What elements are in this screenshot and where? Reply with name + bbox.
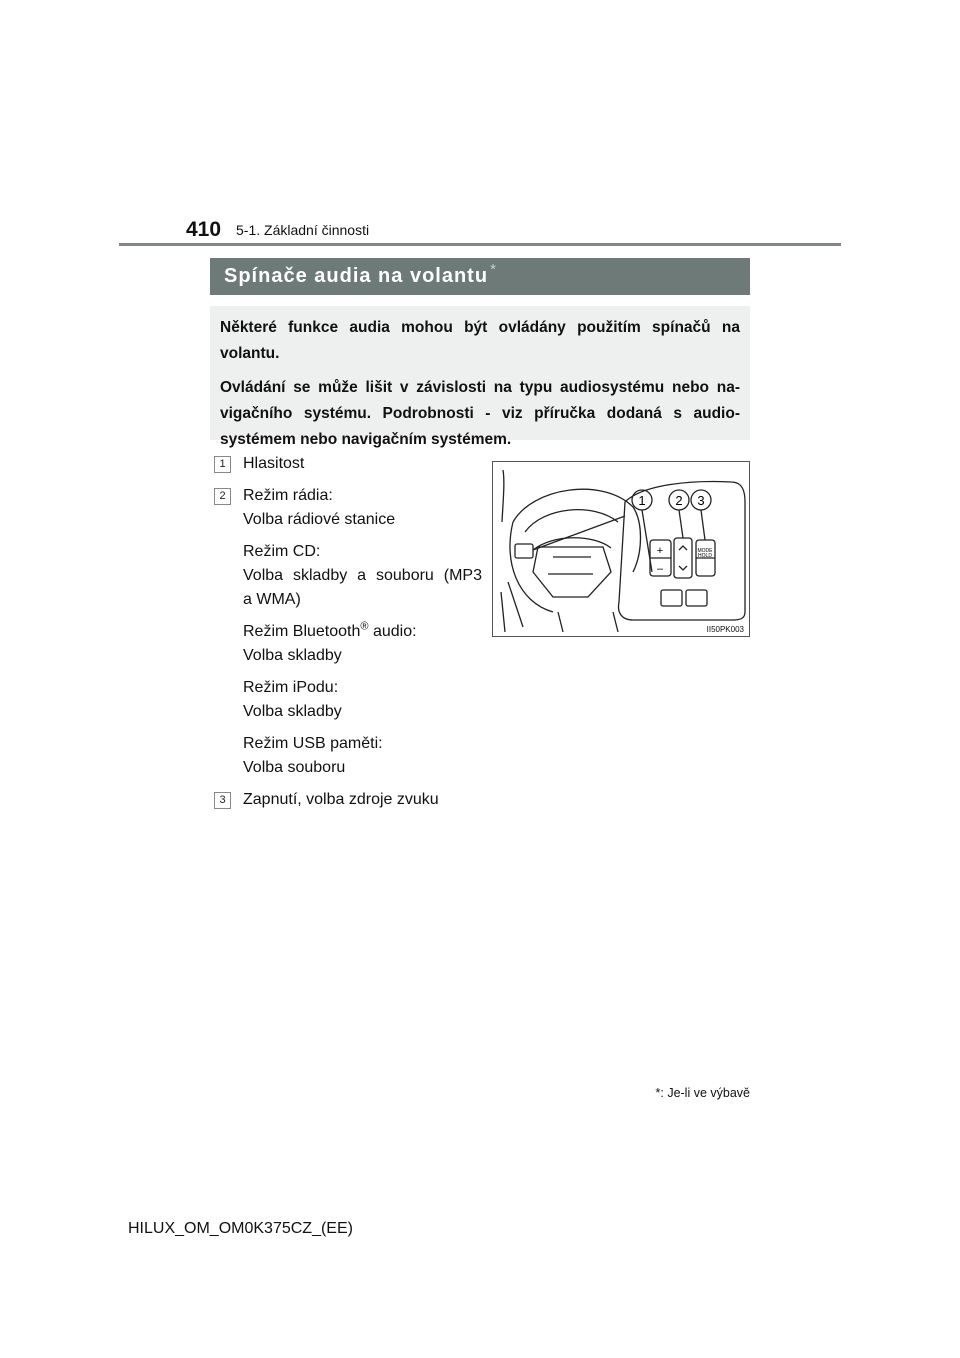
lower-switch-left — [661, 590, 682, 606]
mode-label: MODE — [697, 548, 713, 554]
section-title-bar — [210, 258, 750, 295]
cd-action-cont: a WMA) — [243, 591, 301, 608]
footnote-asterisk: * — [655, 1085, 661, 1100]
bluetooth-mode-suffix: audio: — [368, 623, 417, 640]
column-lines — [501, 582, 618, 632]
footnote — [655, 1085, 750, 1100]
list-item — [214, 788, 482, 812]
ipod-mode: Režim iPodu: — [243, 679, 339, 696]
item-number-3: 3 — [214, 792, 231, 809]
list-item — [214, 452, 482, 476]
section-asterisk: * — [490, 261, 496, 278]
usb-action: Volba souboru — [243, 759, 346, 776]
radio-mode: Režim rádia: — [243, 487, 333, 504]
document-code: HILUX_OM_OM0K375CZ_(EE) — [128, 1220, 353, 1237]
dashboard-line — [502, 470, 504, 522]
list-item — [214, 484, 482, 780]
steering-wheel-inner — [525, 510, 618, 550]
callout-leader-3 — [701, 510, 705, 540]
steering-wheel-rim — [510, 489, 641, 612]
section-title: Spínače audia na volantu — [224, 265, 489, 287]
usb-mode: Režim USB paměti: — [243, 735, 383, 752]
figure-code: II50PK003 — [706, 625, 744, 634]
item-label: Hlasitost — [243, 455, 305, 472]
bluetooth-mode-label: Režim Bluetooth — [243, 623, 361, 640]
lower-switch-right — [686, 590, 707, 606]
intro-box — [210, 306, 750, 448]
seek-up-icon — [679, 546, 687, 550]
bluetooth-mode — [243, 620, 482, 644]
plus-label: + — [656, 545, 664, 557]
seek-down-icon — [679, 566, 687, 570]
hub-detail — [548, 557, 593, 574]
steering-switch-figure — [492, 461, 750, 637]
item-label: Zapnutí, volba zdroje zvuku — [243, 791, 439, 808]
callout-label-1: 1 — [638, 493, 646, 508]
ipod-action: Volba skladby — [243, 703, 342, 720]
cd-mode: Režim CD: — [243, 543, 321, 560]
leader-line — [533, 516, 625, 550]
callout-label-3: 3 — [697, 493, 705, 508]
steering-wheel-illustration — [493, 462, 749, 636]
radio-action: Volba rádiové stanice — [243, 511, 396, 528]
footnote-text: : Je-li ve výbavě — [660, 1086, 750, 1100]
bluetooth-action: Volba skladby — [243, 647, 342, 664]
chapter-heading: 5-1. Základní činnosti — [236, 222, 370, 238]
steering-hub — [533, 547, 611, 597]
registered-mark: ® — [360, 620, 369, 633]
cd-action: Volba skladby a souboru (MP3 — [243, 567, 482, 584]
hold-label: HOLD — [698, 553, 712, 559]
intro-paragraph-2: Ovládání se může lišit v závislosti na typu audiosystému nebo na-vigačního systému. Podrobnosti - viz příručka dodaná s audio-systémem nebo navigačním systémem. — [220, 379, 740, 448]
item-number-2: 2 — [214, 488, 231, 505]
callout-leader-2 — [679, 510, 683, 538]
page-number: 410 — [186, 218, 222, 241]
intro-paragraph-1: Některé funkce audia mohou být ovládány použitím spínačů na volantu. — [220, 319, 740, 362]
item-list — [214, 452, 482, 820]
item-number-1: 1 — [214, 456, 231, 473]
seek-switch — [674, 538, 692, 578]
switch-cluster-small — [515, 544, 533, 558]
minus-label: – — [656, 563, 664, 575]
callout-label-2: 2 — [675, 493, 683, 508]
header-rule — [119, 243, 841, 246]
